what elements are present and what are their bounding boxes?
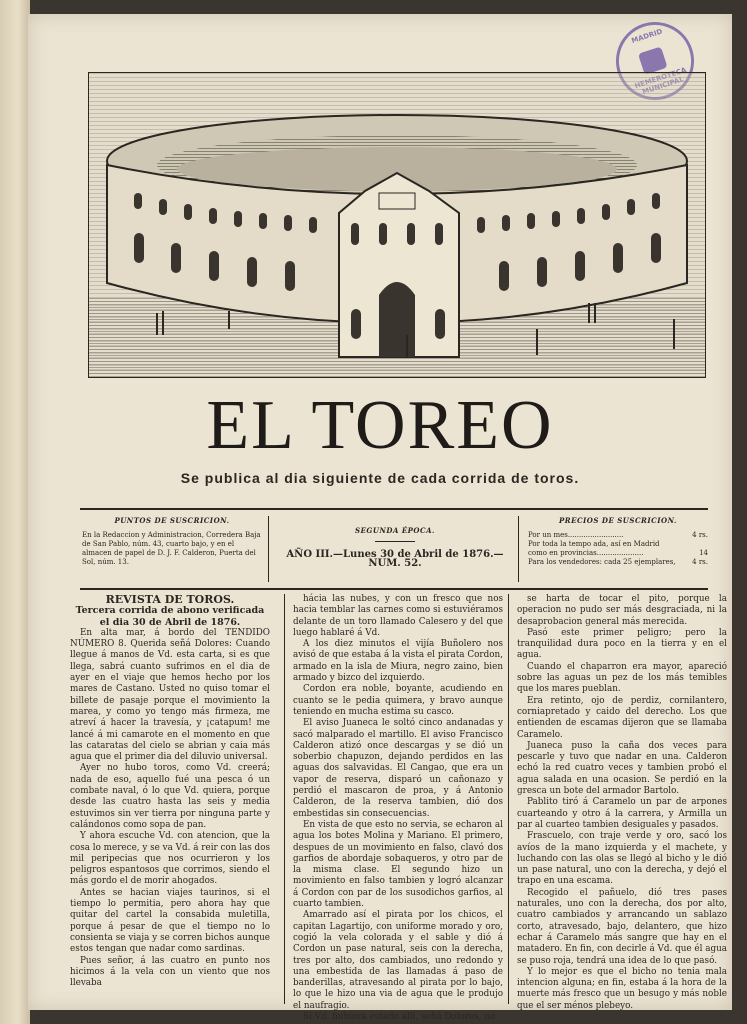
issue-info	[272, 516, 519, 582]
paragraph: Pablito tiró á Caramelo un par de arpones cuarteando y otro á la carrera, y Armilla un par al cuarteo tambien desiguales y pasados.	[517, 797, 727, 830]
price-label: Por un mes.........................	[528, 531, 624, 539]
price-row	[528, 531, 708, 540]
bullring-engraving	[88, 72, 706, 378]
price-row	[528, 549, 708, 558]
stamp-top-text: MADRID	[630, 27, 664, 46]
paragraph: Si Vd. hubiera estado allí, señá Dolores, no	[303, 1011, 496, 1022]
subscription-prices	[528, 516, 708, 582]
masthead-title: EL TOREO	[206, 387, 554, 464]
paragraph: A los diez minutos el vijía Buñolero nos avisó de que estaba á la vista el pirata Cordon, armado en la isla de Miura, negro zaino, bien armado y bizco del izquierdo.	[293, 639, 503, 684]
paragraph: Antes se hacian viajes taurinos, si el tiempo lo permitia, pero ahora hay que quitar del cartel la consabida muletilla, porque á pesar de que el tiempo no lo consienta se viaja y se corren bichos aunque estos tengan que nadar como sardinas.	[70, 887, 270, 955]
paragraph: se harta de tocar el pito, porque la operacion no pudo ser más desgraciada, ni la desaprobacion general más merecida.	[517, 594, 727, 627]
price-label: como en provincias.....................	[528, 549, 644, 557]
masthead-subtitle: Se publica al dia siguiente de cada corrida de toros.	[180, 470, 580, 486]
paragraph: Cuando el chaparron era mayor, apareció sobre las aguas un pez de los más temibles que los mares pueblan.	[517, 661, 727, 695]
newspaper-page	[28, 14, 732, 1022]
epoch-heading: SEGUNDA ÉPOCA.	[355, 526, 435, 535]
divider	[375, 541, 415, 542]
paragraph: Recogido el pañuelo, dió tres pases naturales, uno con la derecha, dos por alto, cuatro cambiados y arrancando un sablazo corto, atravesado, bajo, delantero, que hizo echar á Caramelo más sangre que hay en el matadero. En fin, con decirle á Vd. que él agua se puso roja, tendrá una idea de lo que pasó.	[517, 887, 727, 966]
paragraph: Pues señor, á las cuatro en punto nos hicimos á la vela con un viento que nos llevaba	[70, 955, 270, 989]
article-subtitle: Tercera corrida de abono verificada el dia 30 de Abril de 1876.	[75, 605, 265, 628]
subscription-points-text: En la Redaccion y Administracion, Correderа Baja de San Pablo, núm. 43, cuarto bajo, y en el almacen de papel de D. J. F. Calderon, Puerta del Sol, núm. 13.	[82, 531, 261, 566]
subscription-points-heading: PUNTOS DE SUSCRICION.	[114, 516, 230, 525]
article-column-3	[508, 594, 727, 1011]
paragraph: Y lo mejor es que el bicho no tenia mala intencion alguna; en fin, estaba á la hora de la muerte más fresco que un besugo y más noble que el ser ménos plebeyo.	[517, 966, 727, 1011]
paragraph: Y ahora escuche Vd. con atencion, que la cosa lo merece, y se va Vd. á reir con las dos mil peripecias que nos ocurrieron y los peligros espantosos que corrimos, siendo el más gordo el de morir ahogados.	[70, 831, 271, 887]
price-value: 4 rs.	[692, 558, 708, 566]
price-label: Para los vendedores: cada 25 ejemplares,	[528, 558, 676, 566]
stamp-emblem-icon	[638, 46, 668, 74]
book-spine	[0, 0, 30, 1024]
paragraph: Pasó este primer peligro; pero la tranquilidad dura poco en la tierra y en el agua.	[517, 627, 727, 661]
issue-line: AÑO III.—Lunes 30 de Abril de 1876.—NUM. 52.	[286, 549, 504, 569]
paragraph: Frascuelo, con traje verde y oro, sacó los avíos de la mano izquierda y el machete, y luchando con las olas se llegó al bicho y le dió un pase natural, uno con la derecha, y dejó el trapo en una escama.	[517, 831, 727, 887]
paragraph: Era retinto, ojo de perdiz, cornilantero, corniapretado y caido del derecho. Los que entienden de escamas dijeron que se llamaba Caramelo.	[517, 695, 727, 740]
article-column-2	[284, 594, 503, 1022]
article-column-1	[70, 594, 270, 1004]
price-row	[528, 558, 708, 567]
price-row	[528, 540, 708, 549]
paragraph: Cordon era noble, boyante, acudiendo en cuanto se le pedia quimera, y bravo aunque teniendo en mucha estima su casco.	[293, 684, 503, 717]
price-label: Por toda la tempo ada, así en Madrid	[528, 540, 660, 548]
paragraph: En vista de que esto no servia, se echaron al agua los botes Molina y Mariano. El primero, despues de un movimiento en falso, clavó dos garfios de abordaje sobaqueros, y otro par de la misma clase. El segundo hizo un movimiento en falso tambien y logró alcanzar á Cordon con par de los susodichos garfios, al cuarto tambien.	[293, 819, 503, 910]
paragraph: hácia las nubes, y con un fresco que nos hacia temblar las carnes como si estuviéramos delante de un toro llamado Calesero y del que luego hablaré á Vd.	[293, 594, 503, 638]
price-value: 4 rs.	[692, 531, 708, 539]
article-columns	[70, 593, 727, 1022]
subscription-prices-heading: PRECIOS DE SUSCRICION.	[559, 516, 677, 525]
info-bar	[80, 508, 708, 590]
paragraph: Ayer no hubo toros, como Vd. creerá; nada de eso, aquello fué una pesca ó un combate naval, ó lo que Vd. quiera, porque desde las cuatro hasta las seis y media estuvimos sin ver tierra por ninguna parte y calándonos como sopa de pan.	[70, 763, 270, 830]
paragraph: El aviso Juaneca le soltó cinco andanadas y sacó malparado el martillo. El aviso Francisco Calderon atizó once descargas y se dió un soberbio chapuzon, dejando perdidos en las aguas dos salvavidas. El Cangao, que era un vapor de reserva, disparó un cañonazo y perdió el mascaron de proa, y á Antonio Calderon, de la reserva tambien, dió dos embestidas sin consecuencias.	[293, 718, 503, 819]
paragraph: Amarrado así el pirata por los chicos, el capitan Lagartijo, con uniforme morado y oro, cogió la vela colorada y el sable y dió á Cordon un pase natural, seis con la derecha, tres por alto, dos cambiados, uno redondo y una embestida de las llamadas á paso de banderillas, atravesando al pirata por lo bajo, lo que le hizo una via de agua que le produjo el naufragio.	[293, 910, 503, 1011]
paragraph: Juaneca puso la caña dos veces para pescarle y tuvo que nadar en una. Calderon echó la red cuatro veces y tambien probó el agua salada en una ocasion. Se perdió en la gresca un bote del armador Bartolo.	[517, 740, 727, 797]
price-value: 14	[699, 549, 708, 557]
subscription-points	[82, 516, 269, 582]
article-title: REVISTA DE TOROS.	[105, 593, 235, 606]
paragraph: En alta mar, á bordo del TENDIDO NÚMERO 8. Querida señá Dolores: Cuando llegue á manos de Vd. esta carta, si es que llega, sabrá cuanto sufrimos en el dia de ayer en el viaje que hemos hecho por los mares de Castano. Usted no quiso tomar el billete de pasaje porque el movimiento la marea, y como yo tengo más firmeza, me atreví á hacer la travesía, y ¡catapum! me lancé á mi camarote en el momento en que las cataratas del cielo se abrian y caia más agua que el primer dia del diluvio universal.	[70, 627, 270, 763]
